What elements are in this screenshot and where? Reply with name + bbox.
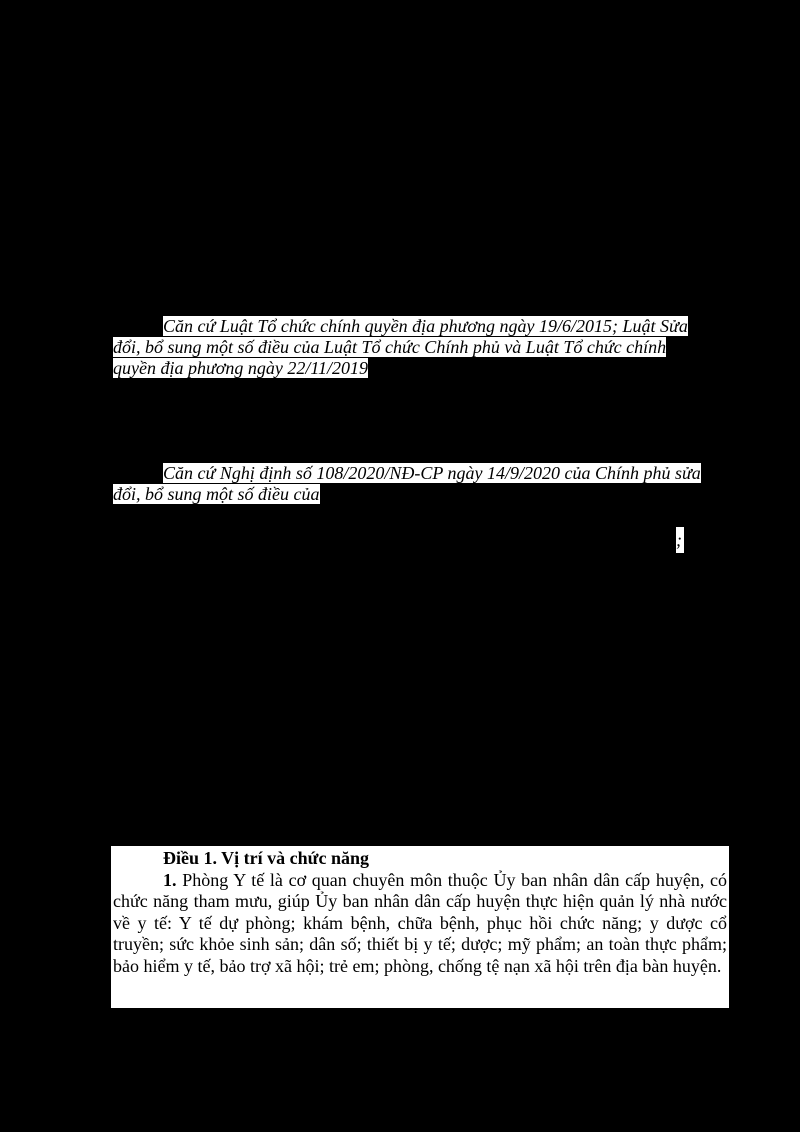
article-heading: Điều 1. Vị trí và chức năng bbox=[163, 848, 369, 868]
preamble-1-line-3: quyền địa phương ngày 22/11/2019 bbox=[113, 358, 369, 378]
article-clause-1 bbox=[113, 870, 727, 978]
preamble-1-line-1: Căn cứ Luật Tổ chức chính quyền địa phương ngày 19/6/2015; Luật Sửa bbox=[163, 316, 688, 336]
preamble-paragraph-2 bbox=[113, 463, 726, 505]
preamble-2-line-2: đổi, bổ sung một số điều của bbox=[113, 484, 320, 504]
preamble-1-line-2: đổi, bổ sung một số điều của Luật Tổ chức Chính phủ và Luật Tổ chức chính bbox=[113, 337, 667, 357]
preamble-2-line-1: Căn cứ Nghị định số 108/2020/NĐ-CP ngày 14/9/2020 của Chính phủ sửa bbox=[163, 463, 701, 483]
preamble-paragraph-1 bbox=[113, 316, 726, 379]
clause-text: Phòng Y tế là cơ quan chuyên môn thuộc Ủy ban nhân dân cấp huyện, có chức năng tham mưu, giúp Ủy ban nhân dân cấp huyện thực hiện quản lý nhà nước về y tế: Y tế dự phòng; khám bệnh, chữa bệnh, phục hồi chức năng; y dược cổ truyền; sức khỏe sinh sản; dân số; thiết bị y tế; dược; mỹ phẩm; an toàn thực phẩm; bảo hiểm y tế, bảo trợ xã hội; trẻ em; phòng, chống tệ nạn xã hội trên địa bàn huyện. bbox=[113, 869, 728, 976]
clause-number: 1. bbox=[163, 869, 177, 890]
text-fragment: ; bbox=[676, 527, 684, 553]
article-1-block bbox=[111, 846, 729, 1008]
